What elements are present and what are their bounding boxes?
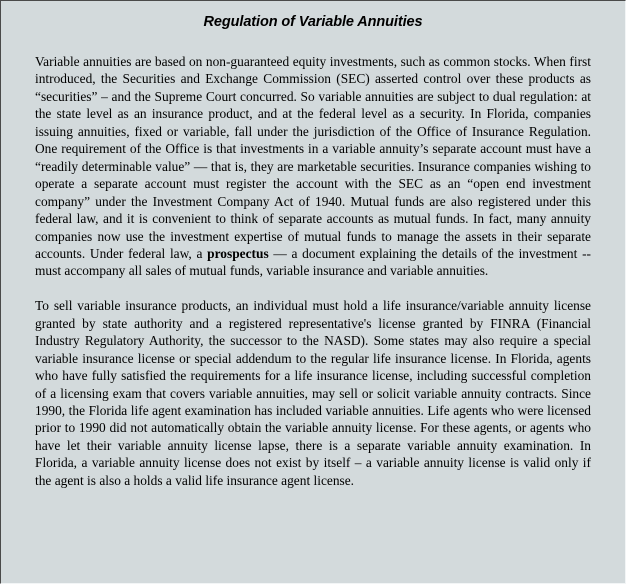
paragraph-2: To sell variable insurance products, an individual must hold a life insurance/variable annuity license granted by state authority and a registered representative's license granted by FINRA (Financial Industry Regulatory Authority, the successor to the NASD). Some states may also require a special variable insurance license or special addendum to the regular life insurance license. In Florida, agents who have fully satisfied the requirements for a life insurance license, including successful completion of a licensing exam that covers variable annuities, may sell or solicit variable annuity contracts. Since 1990, the Florida life agent examination has included variable annuities. Life agents who were licensed prior to 1990 did not automatically obtain the variable annuity license. For these agents, or agents who have let their variable annuity license lapse, there is a separate variable annuity examination. In Florida, a variable annuity license does not exist by itself – a variable annuity license is valid only if the agent is also a holds a valid life insurance agent license.: [35, 298, 591, 488]
paragraph-1: Variable annuities are based on non-guaranteed equity investments, such as common stocks. When first introduced, the Securities and Exchange Commission (SEC) asserted control over these products as “securities” – and the Supreme Court concurred. So variable annuities are subject to dual regulation: at the state level as an insurance product, and at the federal level as a security. In Florida, companies issuing annuities, fixed or variable, fall under the jurisdiction of the Office of Insurance Regulation. One requirement of the Office is that investments in a variable annuity’s separate account must have a “readily determinable value” — that is, they are marketable securities. Insurance companies wishing to operate a separate account must register the account with the SEC as an “open end investment company” under the Investment Company Act of 1940. Mutual funds are also registered under this federal law, and it is convenient to think of separate accounts as mutual funds. In fact, many annuity companies now use the investment expertise of mutual funds to manage the assets in their separate accounts. Under federal law, a prospectus — a document explaining the details of the investment -- must accompany all sales of mutual funds, variable insurance and variable annuities.: [35, 54, 591, 279]
page-title: Regulation of Variable Annuities: [203, 14, 423, 30]
emphasized-term: prospectus: [207, 245, 269, 261]
document-body: [35, 53, 591, 489]
